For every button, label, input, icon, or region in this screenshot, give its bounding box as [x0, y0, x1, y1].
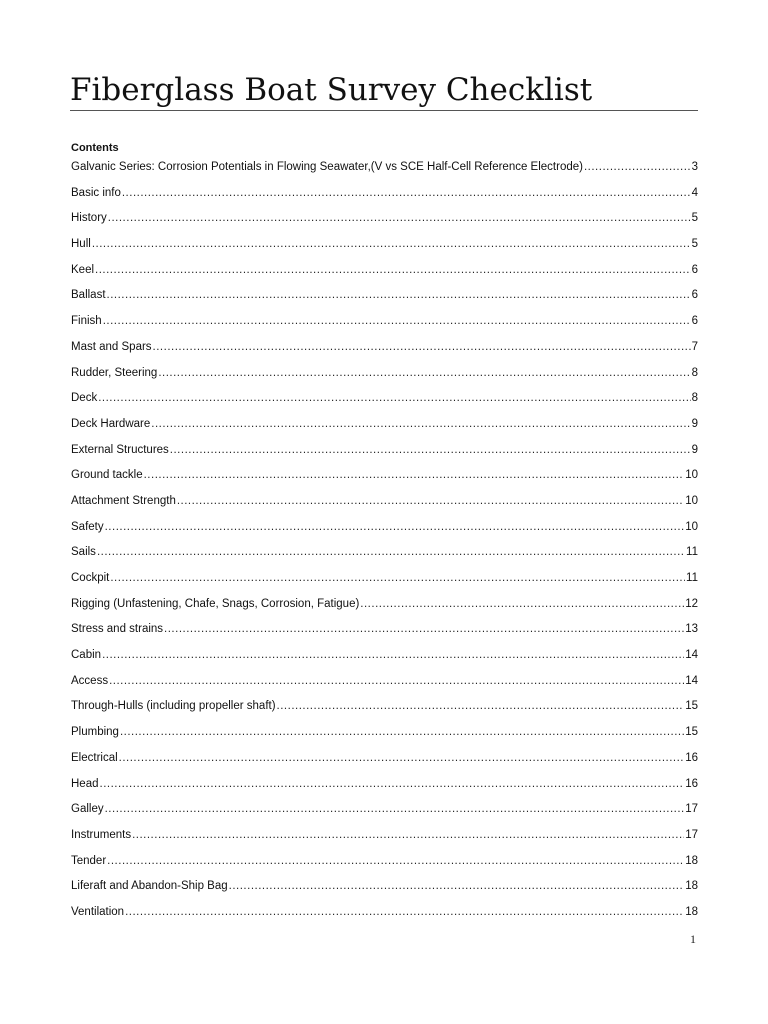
toc-entry-page: 7 [691, 340, 698, 353]
toc-entry-label: Electrical [71, 751, 118, 764]
toc-entry[interactable] [71, 389, 698, 415]
toc-entry-label: Attachment Strength [71, 494, 176, 507]
page-number: 1 [690, 932, 696, 946]
toc-entry[interactable] [71, 286, 698, 312]
toc-entry-page: 16 [685, 751, 698, 764]
toc-entry-page: 6 [691, 289, 698, 302]
toc-entry-label: Through-Hulls (including propeller shaft) [71, 700, 276, 713]
toc-dot-leader [132, 826, 684, 844]
toc-entry-page: 15 [685, 700, 698, 713]
toc-entry-label: Keel [71, 263, 95, 276]
toc-entry[interactable] [71, 518, 698, 544]
toc-dot-leader [110, 569, 685, 587]
toc-entry-label: External Structures [71, 443, 169, 456]
toc-entry[interactable] [71, 775, 698, 801]
toc-entry-label: Liferaft and Abandon-Ship Bag [71, 880, 228, 893]
toc-entry-page: 11 [686, 546, 698, 559]
toc-entry[interactable] [71, 569, 698, 595]
toc-heading: Contents [71, 142, 119, 154]
toc-entry[interactable] [71, 800, 698, 826]
toc-dot-leader [122, 184, 691, 202]
toc-dot-leader [97, 543, 685, 561]
toc-entry[interactable] [71, 697, 698, 723]
toc-entry[interactable] [71, 852, 698, 878]
toc-entry[interactable] [71, 312, 698, 338]
toc-dot-leader [119, 749, 685, 767]
toc-entry-page: 16 [685, 777, 698, 790]
toc-entry[interactable] [71, 364, 698, 390]
toc-entry[interactable] [71, 877, 698, 903]
toc-entry-label: Head [71, 777, 99, 790]
toc-dot-leader [109, 672, 684, 690]
toc-dot-leader [158, 364, 690, 382]
toc-entry-label: History [71, 212, 107, 225]
toc-dot-leader [102, 646, 684, 664]
toc-entry-label: Rigging (Unfastening, Chafe, Snags, Corrosion, Fatigue) [71, 597, 360, 610]
toc-entry[interactable] [71, 415, 698, 441]
toc-entry[interactable] [71, 261, 698, 287]
toc-entry[interactable] [71, 620, 698, 646]
toc-entry[interactable] [71, 543, 698, 569]
title-underline [70, 110, 698, 111]
toc-entry-label: Sails [71, 546, 96, 559]
toc-dot-leader [103, 312, 691, 330]
toc-dot-leader [107, 852, 684, 870]
toc-dot-leader [95, 261, 691, 279]
toc-entry-label: Cabin [71, 649, 102, 662]
toc-dot-leader [153, 338, 691, 356]
toc-dot-leader [277, 697, 685, 715]
toc-entry[interactable] [71, 826, 698, 852]
toc-entry[interactable] [71, 646, 698, 672]
toc-entry-page: 18 [685, 880, 698, 893]
toc-entry-page: 12 [685, 597, 698, 610]
toc-entry-page: 10 [685, 494, 698, 507]
toc-entry-page: 10 [685, 520, 698, 533]
toc-entry-page: 6 [691, 263, 698, 276]
toc-entry-label: Hull [71, 238, 91, 251]
toc-dot-leader [360, 595, 684, 613]
toc-entry-page: 17 [685, 803, 698, 816]
toc-entry[interactable] [71, 184, 698, 210]
toc-dot-leader [170, 441, 691, 459]
toc-entry-label: Safety [71, 520, 104, 533]
toc-dot-leader [229, 877, 685, 895]
toc-entry[interactable] [71, 903, 698, 929]
toc-entry[interactable] [71, 209, 698, 235]
toc-entry-label: Mast and Spars [71, 340, 152, 353]
toc-entry[interactable] [71, 672, 698, 698]
toc-dot-leader [177, 492, 684, 510]
toc-entry[interactable] [71, 595, 698, 621]
toc-dot-leader [107, 286, 691, 304]
toc-dot-leader [151, 415, 690, 433]
toc-dot-leader [105, 518, 685, 536]
toc-entry-label: Rudder, Steering [71, 366, 158, 379]
toc-dot-leader [120, 723, 684, 741]
toc-dot-leader [108, 209, 691, 227]
toc-entry-page: 8 [691, 366, 698, 379]
toc-dot-leader [92, 235, 691, 253]
toc-entry-page: 15 [685, 726, 698, 739]
toc-dot-leader [100, 775, 685, 793]
toc-entry-label: Tender [71, 854, 107, 867]
toc-entry[interactable] [71, 492, 698, 518]
toc-entry-page: 18 [685, 854, 698, 867]
toc-dot-leader [105, 800, 685, 818]
table-of-contents [71, 158, 698, 929]
toc-entry-label: Galley [71, 803, 104, 816]
toc-entry-label: Ventilation [71, 905, 125, 918]
toc-entry[interactable] [71, 235, 698, 261]
toc-entry[interactable] [71, 441, 698, 467]
toc-dot-leader [144, 466, 685, 484]
toc-entry-label: Deck [71, 392, 98, 405]
toc-entry-label: Cockpit [71, 572, 110, 584]
toc-entry[interactable] [71, 338, 698, 364]
toc-entry-label: Ground tackle [71, 469, 143, 482]
toc-entry-page: 3 [691, 161, 698, 173]
toc-entry[interactable] [71, 749, 698, 775]
toc-entry-page: 18 [685, 905, 698, 918]
toc-entry-page: 6 [691, 315, 698, 328]
toc-entry-page: 9 [691, 417, 698, 430]
toc-entry-label: Plumbing [71, 726, 119, 739]
toc-entry-page: 13 [685, 623, 698, 636]
toc-entry-label: Stress and strains [71, 623, 164, 636]
toc-entry-page: 5 [691, 238, 698, 251]
toc-entry-page: 17 [685, 828, 698, 841]
toc-entry-label: Galvanic Series: Corrosion Potentials in Flowing Seawater,(V vs SCE Half-Cell Reference Electrode) [71, 161, 583, 173]
toc-entry-page: 10 [685, 469, 698, 482]
toc-entry-label: Ballast [71, 289, 106, 302]
toc-entry-label: Instruments [71, 828, 132, 841]
toc-entry-page: 14 [685, 674, 698, 687]
toc-entry-page: 5 [691, 212, 698, 225]
toc-entry-label: Deck Hardware [71, 417, 151, 430]
toc-entry-label: Access [71, 674, 109, 687]
toc-dot-leader [98, 389, 690, 407]
toc-entry-page: 14 [685, 649, 698, 662]
toc-entry-page: 8 [691, 392, 698, 405]
toc-entry-page: 11 [686, 572, 698, 584]
toc-entry[interactable] [71, 466, 698, 492]
toc-entry-label: Finish [71, 315, 102, 328]
toc-entry-page: 4 [691, 186, 698, 199]
toc-entry-label: Basic info [71, 186, 121, 199]
toc-entry-page: 9 [691, 443, 698, 456]
toc-dot-leader [125, 903, 684, 921]
toc-entry[interactable] [71, 723, 698, 749]
toc-dot-leader [164, 620, 684, 638]
toc-dot-leader [584, 158, 691, 176]
document-title: Fiberglass Boat Survey Checklist [70, 72, 593, 108]
toc-entry[interactable] [71, 158, 698, 184]
